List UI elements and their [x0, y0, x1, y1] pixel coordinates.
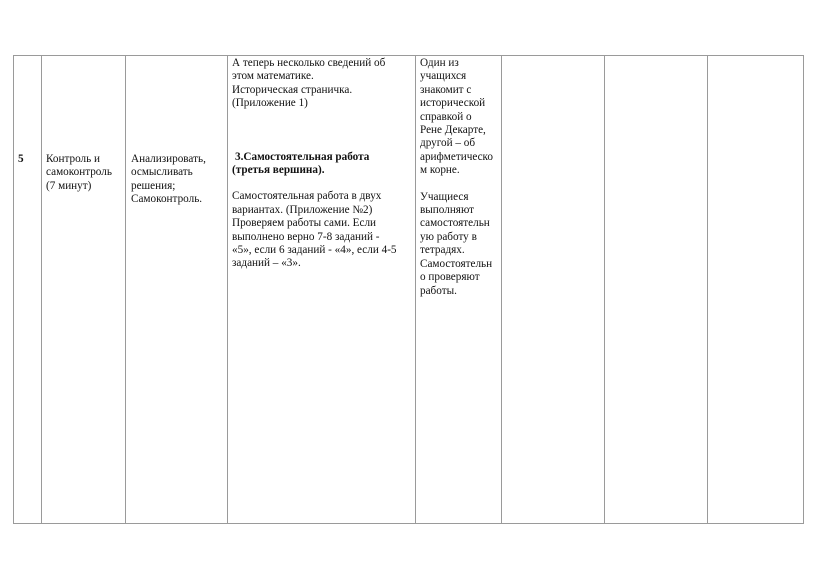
pupils-line: самостоятельн [420, 217, 490, 230]
task-title-line: (третья вершина). [232, 164, 325, 177]
pupils-line: о проверяют [420, 271, 480, 284]
cell-empty-1 [502, 56, 605, 524]
pupils-line: ую работу в [420, 230, 477, 243]
stage-text [46, 153, 126, 193]
pupil-activity-text [420, 57, 500, 298]
task-text-line: вариантах. (Приложение №2) [232, 203, 373, 216]
task-text-line: Проверяем работы сами. Если [232, 217, 377, 230]
stage-line: Контроль и [46, 153, 101, 165]
pupils-line: выполняют [420, 204, 475, 217]
task-text-line: выполнено верно 7-8 заданий - [232, 230, 380, 243]
cell-pupil-activity [416, 56, 502, 524]
task-text-line: Самостоятельная работа в двух [232, 190, 382, 203]
goals-line: решения; [131, 179, 176, 192]
pupils-line: другой – об [420, 137, 476, 150]
cell-empty-2 [605, 56, 708, 524]
pupils-line: знакомит с [420, 83, 472, 96]
task-text-line: «5», если 6 заданий - «4», если 4-5 [232, 244, 397, 257]
pupils-line: арифметическо [420, 150, 494, 163]
goals-text [131, 153, 227, 207]
task-title-line: 3.Самостоятельная работа [235, 150, 370, 163]
pupils-line: Учащиеся [420, 190, 469, 203]
cell-goals [126, 56, 228, 524]
stage-line: (7 минут) [46, 179, 92, 192]
goals-line: Анализировать, [131, 153, 206, 165]
pupils-line: Самостоятельн [420, 257, 493, 270]
goals-line: осмысливать [131, 166, 193, 179]
cell-stage [42, 56, 126, 524]
stage-line: самоконтроль [46, 166, 112, 179]
pupils-line: тетрадях. [420, 244, 465, 257]
pupils-line: м корне. [420, 164, 460, 177]
teacher-intro-line: А теперь несколько сведений об [232, 57, 386, 69]
goals-line: Самоконтроль. [131, 193, 203, 206]
pupils-line: Рене Декарте, [420, 124, 486, 137]
cell-number [14, 56, 42, 524]
lesson-table [13, 55, 804, 524]
pupils-line: Один из [420, 57, 459, 69]
row-number: 5 [18, 153, 24, 165]
task-text-line: заданий – «3». [232, 257, 301, 270]
teacher-intro-line: Историческая страничка. [232, 83, 353, 96]
pupils-line: справкой о [420, 110, 472, 123]
teacher-activity-text [232, 57, 412, 271]
cell-teacher-activity [228, 56, 416, 524]
table-row [14, 56, 804, 524]
pupils-line: работы. [420, 284, 457, 297]
cell-empty-3 [708, 56, 804, 524]
pupils-line: учащихся [420, 70, 467, 83]
teacher-intro-line: этом математике. [232, 70, 314, 83]
pupils-line: исторической [420, 97, 486, 110]
teacher-intro-line: (Приложение 1) [232, 97, 308, 110]
